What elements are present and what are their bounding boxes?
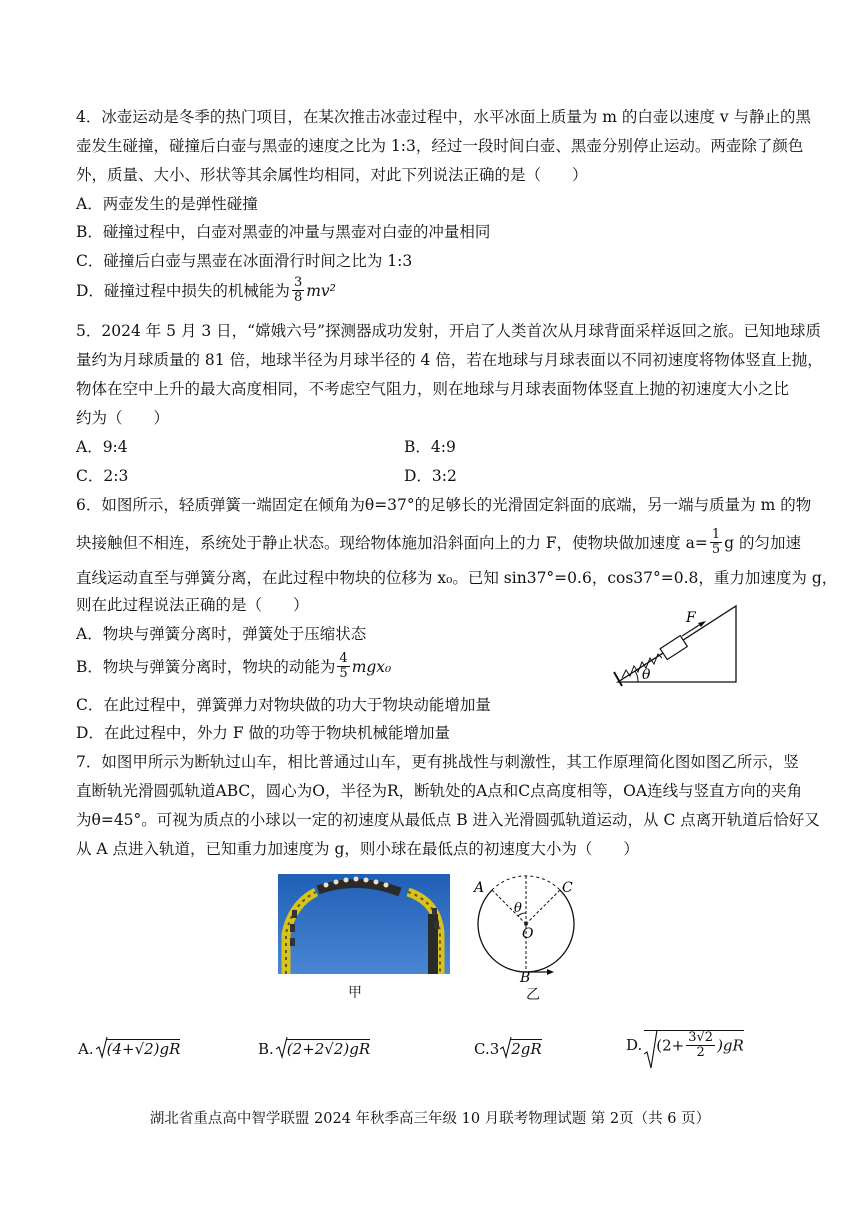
- label-A: A: [474, 880, 485, 896]
- q4-line-3: 外，质量、大小、形状等其余属性均相同，对此下列说法正确的是（ ）: [76, 166, 588, 184]
- q6-accel-fraction: [710, 528, 722, 557]
- incline-spring-diagram: [608, 600, 748, 692]
- q5-line-4: 约为（ ）: [76, 409, 170, 427]
- q7-option-a: [78, 1040, 180, 1058]
- sky-background: [278, 874, 450, 974]
- q7-c-radical: [500, 1037, 512, 1059]
- q7-d-den: 2: [696, 1045, 705, 1060]
- q6-option-a: A．物块与弹簧分离时，弹簧处于压缩状态: [76, 625, 367, 643]
- q4-line-2: 壶发生碰撞，碰撞后白壶与黑壶的速度之比为 1:3，经过一段时间白壶、黑壶分别停止运动。两壶除了颜色: [76, 137, 804, 155]
- circle-track-diagram: [470, 872, 582, 982]
- q7-a-label: A.: [78, 1040, 94, 1058]
- roller-coaster-photo: [278, 874, 450, 974]
- q7-line-1: 7．如图甲所示为断轨过山车，相比普通过山车，更有挑战性与刺激性，其工作原理简化图如图乙所示，竖: [76, 753, 799, 771]
- q6-line-4: 则在此过程说法正确的是（ ）: [76, 596, 309, 614]
- q7-d-label: D.: [626, 1036, 643, 1054]
- incline-wall: [614, 672, 622, 686]
- q4-d-den: 8: [293, 290, 303, 305]
- label-C: C: [562, 880, 573, 896]
- q6-line-2-text: 块接触但不相连，系统处于静止状态。现给物体施加沿斜面向上的力 F，使物块做加速度 a=: [76, 533, 708, 552]
- q4-d-fraction: [292, 276, 304, 305]
- q6-b-text: B．物块与弹簧分离时，物块的动能为: [76, 657, 336, 676]
- q4-option-d: [76, 276, 336, 305]
- page-footer: 湖北省重点高中智学联盟 2024 年秋季高三年级 10 月联考物理试题 第 2页（共 6 页）: [149, 1111, 711, 1127]
- q6-option-c: C．在此过程中，弹簧弹力对物块做的功大于物块动能增加量: [76, 696, 491, 714]
- q7-option-b: [258, 1040, 370, 1058]
- q7-d-left: (2+: [656, 1036, 685, 1055]
- q6-b-tail: mgx₀: [351, 657, 392, 676]
- q7-line-3: 为θ=45°。可视为质点的小球以一定的初速度从最低点 B 进入光滑圆弧轨道运动，从 C 点离开轨道后恰好又: [76, 811, 820, 829]
- q7-a-inner: (4+√2)gR: [106, 1040, 181, 1058]
- q6-line-1: 6．如图所示，轻质弹簧一端固定在倾角为θ=37°的足够长的光滑固定斜面的底端，另一端与质量为 m 的物: [76, 496, 812, 514]
- q7-d-root: [644, 1030, 744, 1060]
- q7-c-label: C.: [474, 1040, 490, 1058]
- label-O: O: [522, 926, 534, 942]
- q6-accel-den: 5: [711, 542, 721, 557]
- q4-option-c: C．碰撞后白壶与黑壶在冰面滑行时间之比为 1:3: [76, 252, 413, 270]
- force-label: F: [686, 610, 696, 626]
- q7-d-radical: [644, 1030, 658, 1070]
- q6-b-fraction: [337, 652, 349, 681]
- q6-b-den: 5: [339, 666, 348, 681]
- q4-line-1: 4．冰壶运动是冬季的热门项目，在某次推击冰壶过程中，水平冰面上质量为 m 的白壶以速度 v 与静止的黑: [76, 108, 812, 126]
- radius-OC: [526, 890, 560, 924]
- q6-line-2: [76, 528, 801, 557]
- q6-b-num: 4: [339, 651, 348, 666]
- q7-d-right: )gR: [717, 1036, 744, 1055]
- q5-option-d: D．3:2: [404, 467, 457, 485]
- q5-line-2: 量约为月球质量的 81 倍，地球半径为月球半径的 4 倍，若在地球与月球表面以不同初速度将物体竖直上抛，: [76, 351, 823, 369]
- q6-line-3: 直线运动直至与弹簧分离，在此过程中物块的位移为 x₀。已知 sin37°=0.6，cos37°=0.8，重力加速度为 g，: [76, 569, 838, 587]
- q7-d-num: 3√2: [688, 1030, 714, 1045]
- q7-a-radical: [96, 1037, 108, 1059]
- q6-accel-num: 1: [711, 527, 721, 542]
- q5-option-a: A．9:4: [76, 438, 128, 456]
- q7-a-root: [96, 1040, 181, 1058]
- q7-option-c: [474, 1040, 542, 1058]
- q7-option-d: [626, 1030, 744, 1060]
- q5-option-c: C．2:3: [76, 467, 129, 485]
- label-B: B: [520, 970, 531, 982]
- q5-option-b: B．4:9: [404, 438, 456, 456]
- velocity-arrow-head: [547, 969, 554, 975]
- q7-c-root: [500, 1040, 541, 1058]
- q6-option-d: D．在此过程中，外力 F 做的功等于物块机械能增加量: [76, 724, 451, 742]
- q5-line-1: 5．2024 年 5 月 3 日，“嫦娥六号”探测器成功发射，开启了人类首次从月球背面采样返回之旅。已知地球质: [76, 322, 822, 340]
- q7-b-radical: [276, 1037, 288, 1059]
- block: [660, 636, 687, 660]
- angle-label: θ: [642, 667, 651, 683]
- caption-yi: 乙: [526, 987, 540, 1003]
- label-theta: θ: [514, 901, 522, 916]
- q7-d-fraction: [686, 1031, 715, 1060]
- caption-jia: 甲: [348, 985, 362, 1001]
- q5-line-3: 物体在空中上升的最大高度相同，不考虑空气阻力，则在地球与月球表面物体竖直上抛的初速度大小之比: [76, 380, 790, 398]
- q7-b-label: B.: [258, 1040, 274, 1058]
- q4-option-a: A．两壶发生的是弹性碰撞: [76, 195, 258, 213]
- q4-option-b: B．碰撞过程中，白壶对黑壶的冲量与黑壶对白壶的冲量相同: [76, 223, 491, 241]
- angle-arc: [635, 671, 638, 682]
- q7-c-coef: 3: [489, 1040, 500, 1058]
- q7-line-4: 从 A 点进入轨道，已知重力加速度为 g，则小球在最低点的初速度大小为（ ）: [76, 840, 639, 858]
- q4-d-text: D．碰撞过程中损失的机械能为: [76, 281, 290, 300]
- q7-b-root: [276, 1040, 370, 1058]
- q7-c-inner: 2gR: [511, 1040, 542, 1058]
- q6-option-b: [76, 652, 391, 681]
- q4-d-tail: mv²: [306, 281, 336, 300]
- q7-line-2: 直断轨光滑圆弧轨道ABC，圆心为O，半径为R，断轨处的A点和C点高度相等，OA连线与竖直方向的夹角: [76, 782, 803, 800]
- q4-d-num: 3: [293, 275, 303, 290]
- q6-line-2-tail: g 的匀加速: [724, 533, 801, 552]
- q7-b-inner: (2+2√2)gR: [286, 1040, 371, 1058]
